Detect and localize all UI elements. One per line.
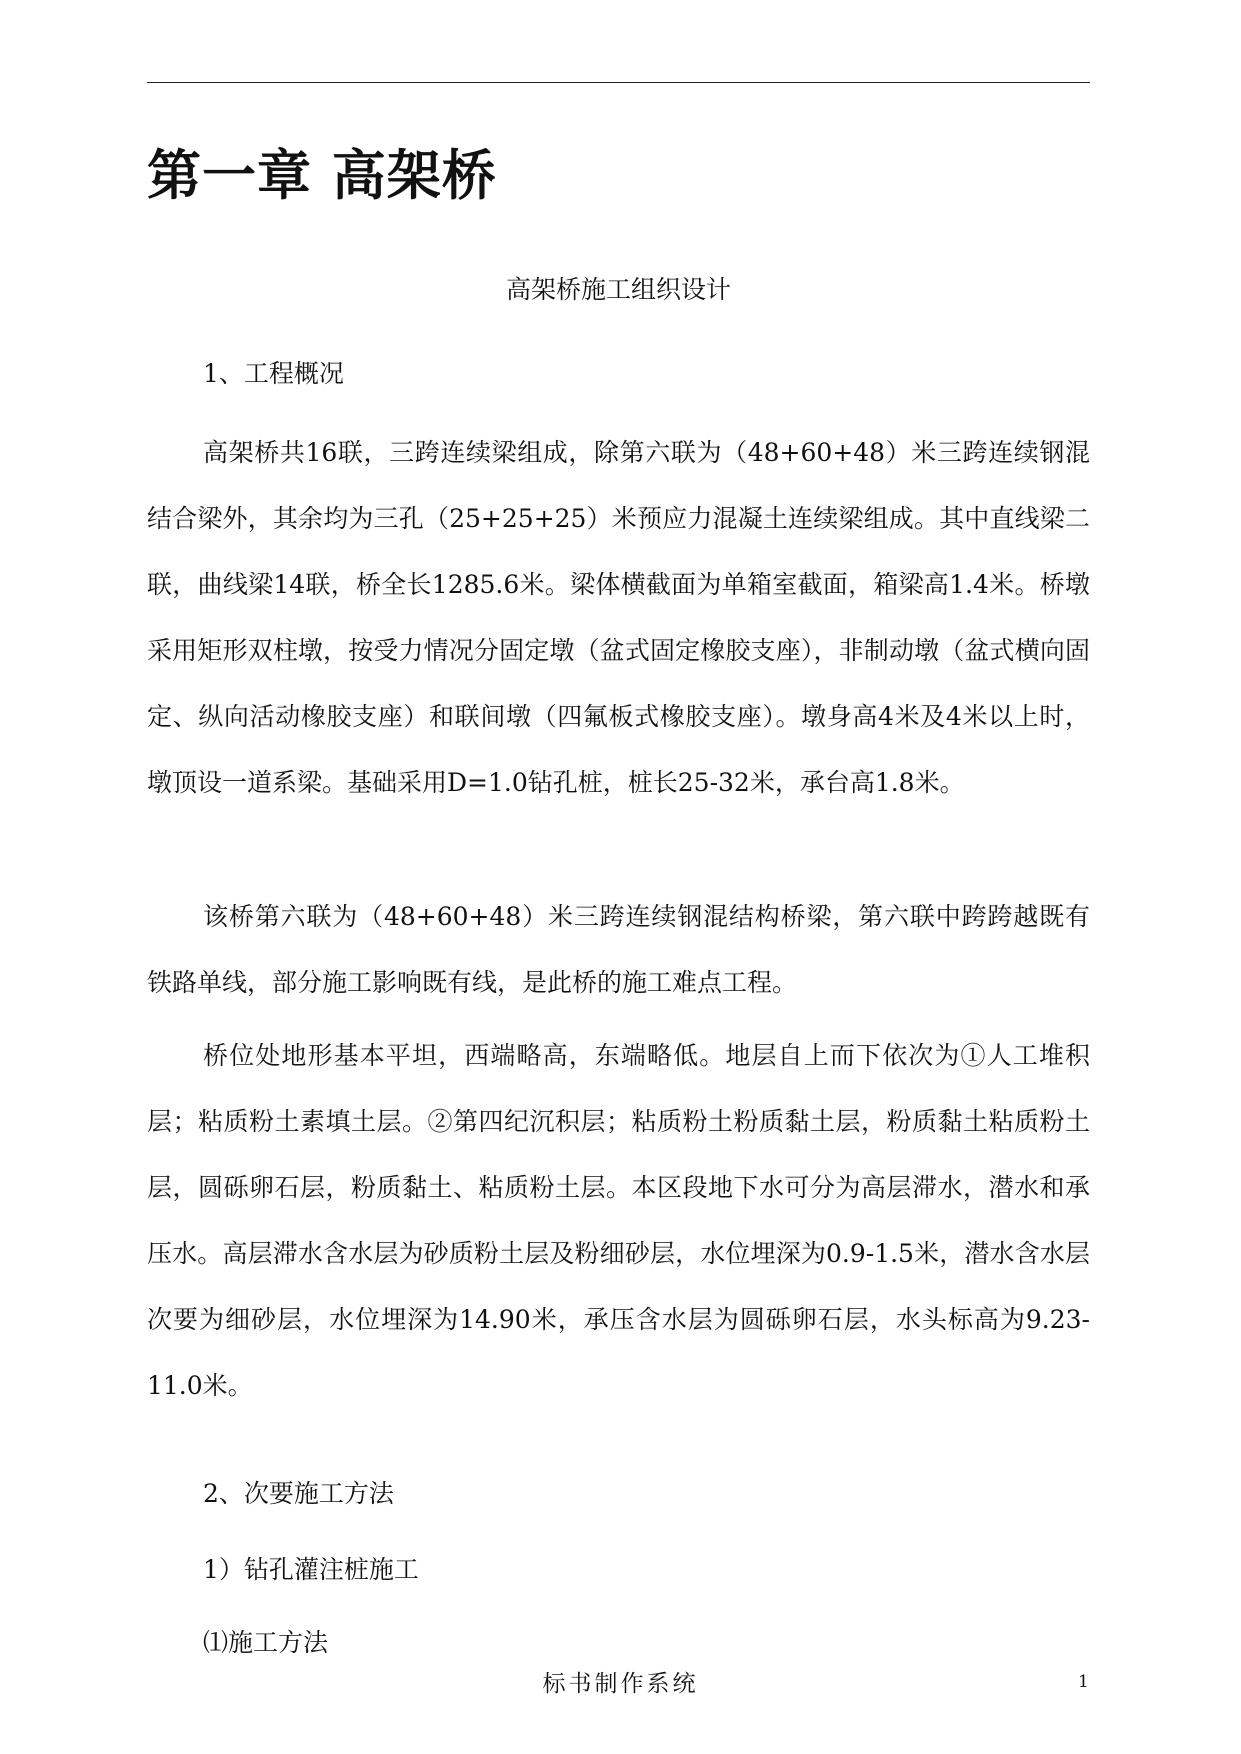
chapter-title: 第一章 高架桥 [147, 144, 497, 207]
section-heading-overview: 1、工程概况 [203, 359, 344, 388]
section-heading-methods: 2、次要施工方法 [203, 1479, 394, 1508]
paragraph-project-overview: 高架桥共16联，三跨连续梁组成，除第六联为（48+60+48）米三跨连续钢混结合梁外，其余均为三孔（25+25+25）米预应力混凝土连续梁组成。其中直线梁二联，曲线梁14联，桥全长1285.6米。梁体横截面为单箱室截面，箱梁高1.4米。桥墩采用矩形双柱墩，按受力情况分固定墩（盆式固定橡胶支座），非制动墩（盆式横向固定、纵向活动橡胶支座）和联间墩（四氟板式橡胶支座）。墩身高4米及4米以上时，墩顶设一道系梁。基础采用D=1.0钻孔桩，桩长25-32米，承台高1.8米。 [147, 438, 1090, 797]
document-subtitle: 高架桥施工组织设计 [505, 275, 731, 304]
paragraph-difficulty: 该桥第六联为（48+60+48）米三跨连续钢混结构桥梁，第六联中跨跨越既有铁路单线，部分施工影响既有线，是此桥的施工难点工程。 [147, 902, 1090, 997]
header-rule [147, 82, 1090, 83]
footer-text: 标书制作系统 [542, 1671, 699, 1697]
subsection-heading-bored-pile: 1）钻孔灌注桩施工 [203, 1555, 419, 1584]
paragraph-geology: 桥位处地形基本平坦，西端略高，东端略低。地层自上而下依次为①人工堆积层；粘质粉土素填土层。②第四纪沉积层；粘质粉土粉质黏土层，粉质黏土粘质粉土层，圆砾卵石层，粉质黏土、粘质粉土层。本区段地下水可分为高层滞水，潜水和承压水。高层滞水含水层为砂质粉土层及粉细砂层，水位埋深为0.9-1.5米，潜水含水层次要为细砂层，水位埋深为14.90米，承压含水层为圆砾卵石层，水头标高为9.23-11.0米。 [147, 1041, 1090, 1400]
page-number: 1 [1078, 1672, 1089, 1692]
subsubsection-heading-method: ⑴施工方法 [203, 1628, 329, 1657]
